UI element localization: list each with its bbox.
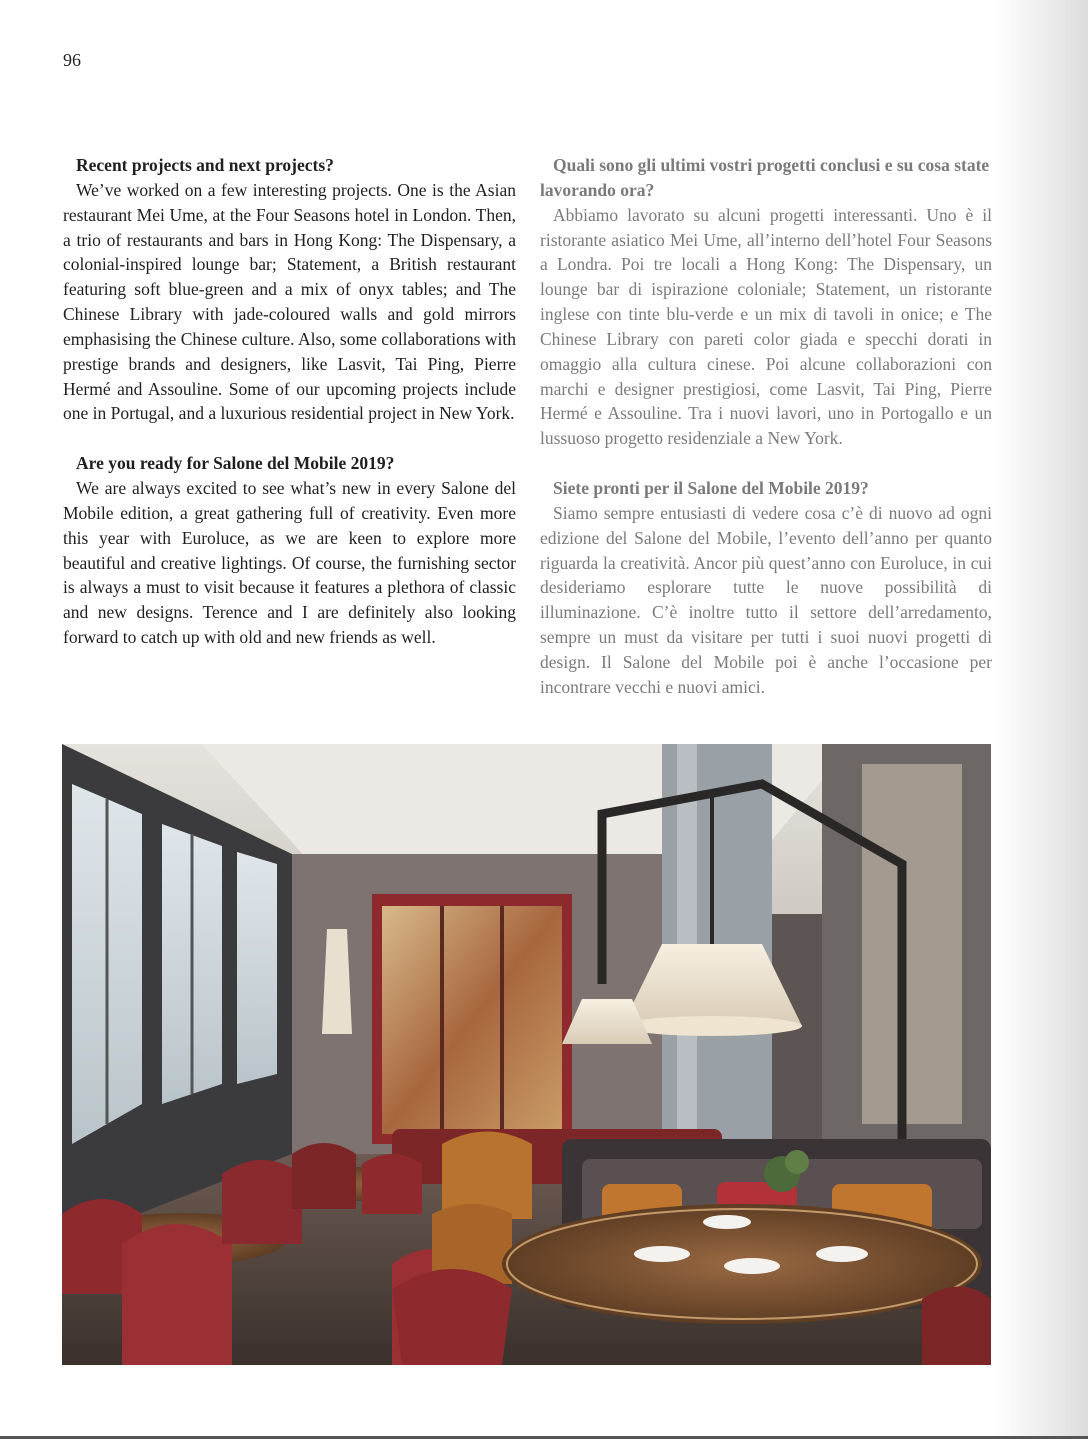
italian-column: [540, 153, 992, 700]
italian-answer-2: Siamo sempre entusiasti di vedere cosa c’è di nuovo ad ogni edizione del Salone del Mobile, l’evento dell’anno per quanto riguarda la creatività. Ancor più quest’anno con Euroluce, in cui desideriamo esplorare tutte le nuove possibilità di illuminazione. C’è inoltre tutto il settore dell’arredamento, sempre un must da visitare per tutti i suoi nuovi progetti di design. Il Salone del Mobile poi è anche l’occasione per incontrare vecchi e nuovi amici.: [540, 502, 992, 697]
restaurant-interior-photo: [62, 744, 991, 1365]
english-question-2: Are you ready for Salone del Mobile 2019?: [76, 453, 395, 474]
page-number: 96: [63, 50, 81, 70]
italian-answer-1: Abbiamo lavorato su alcuni progetti interessanti. Uno è il ristorante asiatico Mei Ume, all’interno dell’hotel Four Seasons a Londra. Poi tre locali a Hong Kong: The Dispensary, un lounge bar di ispirazione coloniale; Statement, un ristorante inglese con tinte blu-verde e un mix di tavoli in onice; e The Chinese Library con pareti color giada e specchi dorati in omaggio alla cultura cinese. Poi alcune collaborazioni con marchi e designer prestigiosi, come Lasvit, Tai Ping, Pierre Hermé e Assouline. Tra i nuovi lavori, uno in Portogallo e un lussuoso progetto residenziale a New York.: [540, 204, 992, 449]
english-question-1: Recent projects and next projects?: [76, 155, 334, 175]
page-edge-shadow: [992, 0, 1088, 1439]
paragraph-gap: [540, 451, 992, 476]
english-answer-2: We are always excited to see what’s new in every Salone del Mobile edition, a great gathering full of creativity. Even more this year with Euroluce, as we are keen to explore more beautiful and creative lightings. Of course, the furnishing sector is always a must to visit because it features a plethora of classic and new designs. Terence and I are definitely also looking forward to catch up with old and new friends as well.: [63, 477, 516, 648]
restaurant-interior-illustration: [62, 744, 991, 1365]
english-column: [63, 153, 516, 650]
paragraph-gap: [63, 426, 516, 451]
italian-question-1: Quali sono gli ultimi vostri progetti conclusi e su cosa state lavorando ora?: [540, 155, 990, 200]
italian-question-2: Siete pronti per il Salone del Mobile 2019?: [553, 477, 869, 498]
english-answer-1: We’ve worked on a few interesting projects. One is the Asian restaurant Mei Ume, at the Four Seasons hotel in London. Then, a trio of restaurants and bars in Hong Kong: The Dispensary, a colonial-inspired lounge bar; Statement, a British restaurant featuring soft blue-green and a mix of onyx tables; and The Chinese Library with jade-coloured walls and gold mirrors emphasising the Chinese culture. Also, some collaborations with prestige brands and designers, like Lasvit, Tai Ping, Pierre Hermé and Assouline. Some of our upcoming projects include one in Portugal, and a luxurious residential project in New York.: [63, 179, 516, 424]
